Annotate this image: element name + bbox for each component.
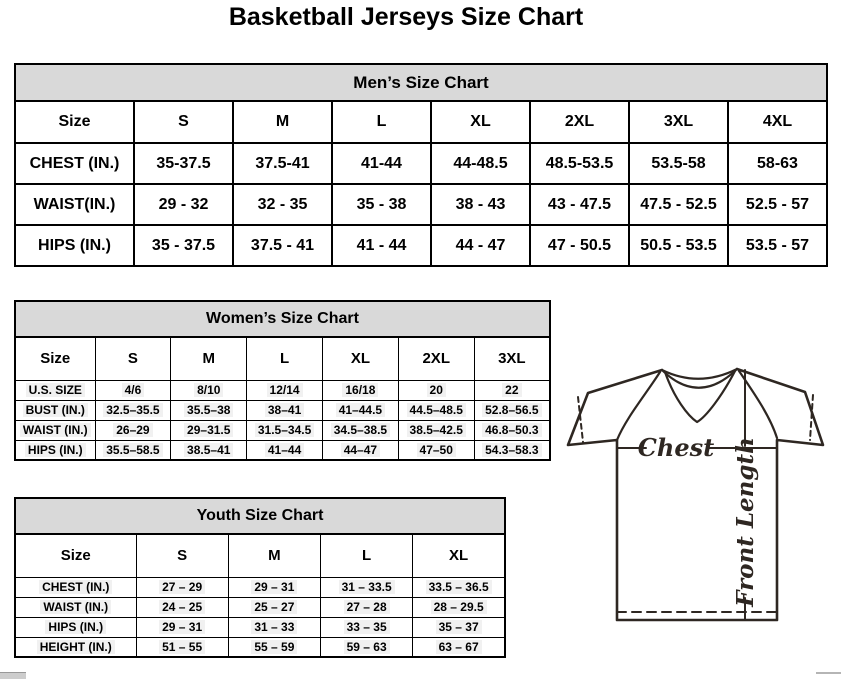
size-value-cell: 43 - 47.5 (530, 184, 629, 225)
size-value-cell: 34.5–38.5 (322, 420, 398, 440)
row-label: HIPS (IN.) (15, 617, 136, 637)
size-value-cell: 28 – 29.5 (413, 597, 505, 617)
size-value-cell: 59 – 63 (321, 637, 413, 657)
column-header: L (321, 534, 413, 577)
size-value-cell: 35-37.5 (134, 143, 233, 184)
column-header: S (134, 101, 233, 143)
row-label: HIPS (IN.) (15, 225, 134, 266)
front-length-label: Front Length (732, 437, 759, 607)
size-value-cell: 29 - 32 (134, 184, 233, 225)
mens-size-table (14, 100, 828, 267)
youth-size-chart (14, 497, 506, 658)
column-header: XL (413, 534, 505, 577)
table-row (15, 617, 505, 637)
size-value-cell: 35.5–58.5 (95, 440, 171, 460)
column-header: L (332, 101, 431, 143)
size-value-cell: 41 - 44 (332, 225, 431, 266)
size-value-cell: 12/14 (247, 380, 323, 400)
size-value-cell: 50.5 - 53.5 (629, 225, 728, 266)
mens-size-chart (14, 63, 828, 267)
size-value-cell: 44.5–48.5 (398, 400, 474, 420)
size-value-cell: 35 - 38 (332, 184, 431, 225)
row-label: BUST (IN.) (15, 400, 95, 420)
size-value-cell: 38 - 43 (431, 184, 530, 225)
size-value-cell: 4/6 (95, 380, 171, 400)
size-value-cell: 32.5–35.5 (95, 400, 171, 420)
size-column-header: Size (15, 534, 136, 577)
table-row (15, 577, 505, 597)
size-value-cell: 29–31.5 (171, 420, 247, 440)
size-value-cell: 47.5 - 52.5 (629, 184, 728, 225)
page-title: Basketball Jerseys Size Chart (228, 3, 584, 31)
size-value-cell: 41–44 (247, 440, 323, 460)
table-row (15, 440, 550, 460)
row-label: HEIGHT (IN.) (15, 637, 136, 657)
column-header: 3XL (474, 337, 550, 380)
size-value-cell: 48.5-53.5 (530, 143, 629, 184)
size-value-cell: 33 – 35 (321, 617, 413, 637)
size-value-cell: 41–44.5 (322, 400, 398, 420)
size-value-cell: 38.5–41 (171, 440, 247, 460)
column-header: 4XL (728, 101, 827, 143)
size-value-cell: 51 – 55 (136, 637, 228, 657)
size-value-cell: 31 – 33.5 (321, 577, 413, 597)
size-value-cell: 35 - 37.5 (134, 225, 233, 266)
size-value-cell: 29 – 31 (136, 617, 228, 637)
row-label: WAIST (IN.) (15, 597, 136, 617)
womens-chart-title: Women’s Size Chart (14, 300, 551, 336)
size-value-cell: 53.5 - 57 (728, 225, 827, 266)
size-value-cell: 53.5-58 (629, 143, 728, 184)
size-column-header: Size (15, 337, 95, 380)
size-value-cell: 32 - 35 (233, 184, 332, 225)
size-value-cell: 54.3–58.3 (474, 440, 550, 460)
table-row (15, 184, 827, 225)
womens-size-chart (14, 300, 551, 461)
row-label: HIPS (IN.) (15, 440, 95, 460)
row-label: U.S. SIZE (15, 380, 95, 400)
size-value-cell: 8/10 (171, 380, 247, 400)
size-value-cell: 25 – 27 (228, 597, 320, 617)
size-value-cell: 35.5–38 (171, 400, 247, 420)
horizontal-scrollbar-thumb[interactable] (0, 672, 26, 679)
size-value-cell: 20 (398, 380, 474, 400)
column-header: XL (322, 337, 398, 380)
table-row (15, 637, 505, 657)
size-value-cell: 58-63 (728, 143, 827, 184)
column-header: 2XL (398, 337, 474, 380)
mens-chart-title: Men’s Size Chart (14, 63, 828, 100)
chest-label: Chest (637, 433, 715, 462)
jersey-measurement-diagram (556, 356, 841, 628)
size-value-cell: 24 – 25 (136, 597, 228, 617)
size-value-cell: 44–47 (322, 440, 398, 460)
size-value-cell: 52.5 - 57 (728, 184, 827, 225)
size-value-cell: 55 – 59 (228, 637, 320, 657)
youth-size-table (14, 533, 506, 658)
size-value-cell: 22 (474, 380, 550, 400)
column-header: S (95, 337, 171, 380)
size-value-cell: 38–41 (247, 400, 323, 420)
size-value-cell: 41-44 (332, 143, 431, 184)
column-header: M (171, 337, 247, 380)
horizontal-scrollbar-fragment (816, 672, 841, 674)
size-value-cell: 47–50 (398, 440, 474, 460)
column-header: 3XL (629, 101, 728, 143)
table-row (15, 143, 827, 184)
size-value-cell: 33.5 – 36.5 (413, 577, 505, 597)
size-value-cell: 52.8–56.5 (474, 400, 550, 420)
size-value-cell: 29 – 31 (228, 577, 320, 597)
size-value-cell: 44 - 47 (431, 225, 530, 266)
size-value-cell: 37.5-41 (233, 143, 332, 184)
size-value-cell: 16/18 (322, 380, 398, 400)
size-value-cell: 31 – 33 (228, 617, 320, 637)
table-row (15, 380, 550, 400)
column-header: M (228, 534, 320, 577)
size-value-cell: 27 – 29 (136, 577, 228, 597)
size-value-cell: 46.8–50.3 (474, 420, 550, 440)
row-label: CHEST (IN.) (15, 577, 136, 597)
column-header: XL (431, 101, 530, 143)
youth-chart-title: Youth Size Chart (14, 497, 506, 533)
size-value-cell: 44-48.5 (431, 143, 530, 184)
row-label: WAIST(IN.) (15, 184, 134, 225)
size-value-cell: 38.5–42.5 (398, 420, 474, 440)
column-header: M (233, 101, 332, 143)
size-value-cell: 63 – 67 (413, 637, 505, 657)
size-value-cell: 26–29 (95, 420, 171, 440)
womens-size-table (14, 336, 551, 461)
row-label: WAIST (IN.) (15, 420, 95, 440)
row-label: CHEST (IN.) (15, 143, 134, 184)
size-value-cell: 31.5–34.5 (247, 420, 323, 440)
size-column-header: Size (15, 101, 134, 143)
jersey-outline (568, 369, 823, 620)
column-header: S (136, 534, 228, 577)
table-row (15, 597, 505, 617)
table-row (15, 225, 827, 266)
size-value-cell: 37.5 - 41 (233, 225, 332, 266)
column-header: 2XL (530, 101, 629, 143)
table-row (15, 400, 550, 420)
size-value-cell: 47 - 50.5 (530, 225, 629, 266)
size-value-cell: 27 – 28 (321, 597, 413, 617)
table-row (15, 420, 550, 440)
size-value-cell: 35 – 37 (413, 617, 505, 637)
column-header: L (247, 337, 323, 380)
